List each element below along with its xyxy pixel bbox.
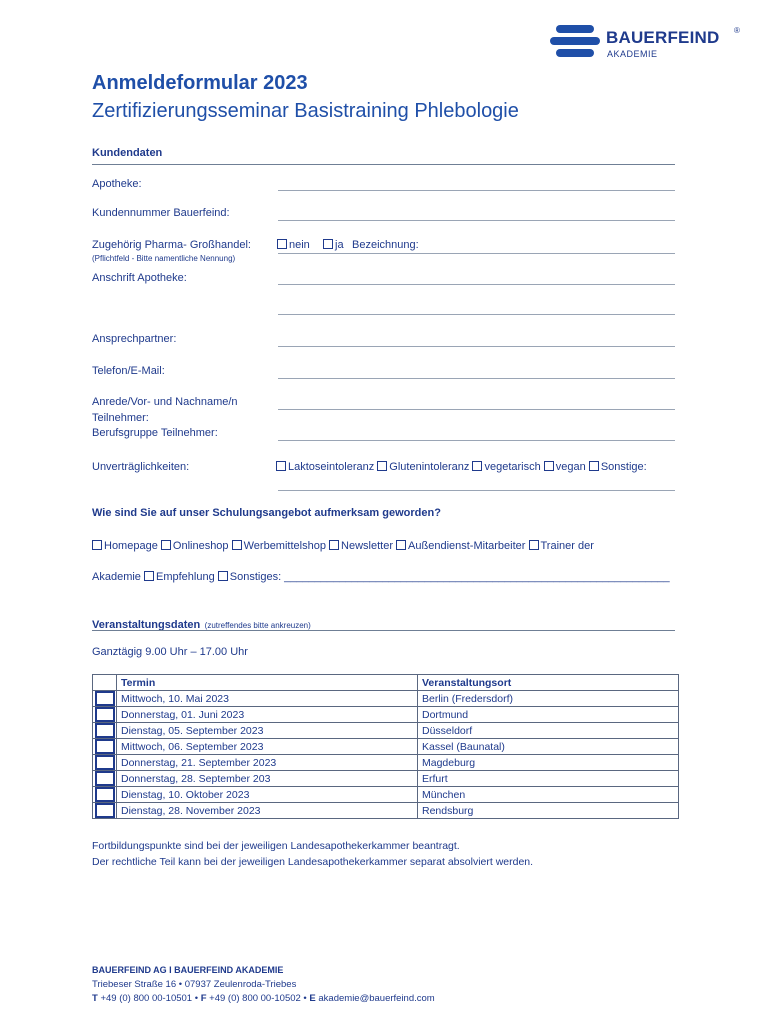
- empfehlung-label: Empfehlung: [155, 571, 215, 583]
- unvertraeglich-field[interactable]: [278, 490, 675, 491]
- apotheke-label: Apotheke:: [92, 178, 142, 190]
- bauerfeind-logo: [550, 24, 740, 64]
- option-newsletter[interactable]: [329, 540, 393, 552]
- pharma-ja-label: ja: [335, 239, 344, 251]
- anschrift-label: Anschrift Apotheke:: [92, 272, 187, 284]
- table-row: [93, 739, 679, 755]
- vegetarisch-checkbox[interactable]: [472, 461, 482, 471]
- row-place: Magdeburg: [418, 755, 679, 771]
- footer-t-label: T: [92, 993, 98, 1004]
- aussendienst-label: Außendienst-Mitarbeiter: [408, 540, 526, 552]
- anrede-label-line2: Teilnehmer:: [92, 412, 149, 424]
- veranstaltung-note: (zutreffendes bitte ankreuzen): [204, 621, 311, 630]
- row-select-cell[interactable]: [93, 739, 117, 755]
- pharma-ja-checkbox[interactable]: [323, 239, 333, 249]
- row-place: Berlin (Fredersdorf): [418, 691, 679, 707]
- row-date: Donnerstag, 01. Juni 2023: [117, 707, 418, 723]
- logo-sub: AKADEMIE: [607, 49, 658, 59]
- footer-email-link[interactable]: akademie@bauerfeind.com: [318, 993, 435, 1004]
- pharma-bezeichnung-label: Bezeichnung:: [352, 239, 419, 251]
- laktose-label: Laktoseintoleranz: [288, 461, 375, 473]
- footer-fax: +49 (0) 800 00-10502 •: [209, 993, 307, 1004]
- note-line2: Der rechtliche Teil kann bei der jeweiligen Landesapothekerkammer separat absolviert werden.: [92, 856, 534, 868]
- werbemittelshop-checkbox[interactable]: [232, 540, 242, 550]
- option-laktose[interactable]: [276, 461, 374, 473]
- veranstaltung-divider: [92, 630, 675, 631]
- anschrift-field-1[interactable]: [278, 284, 675, 285]
- homepage-label: Homepage: [104, 540, 158, 552]
- laktose-checkbox[interactable]: [276, 461, 286, 471]
- vegan-label: vegan: [555, 461, 586, 473]
- row-place: Rendsburg: [418, 803, 679, 819]
- newsletter-label: Newsletter: [341, 540, 393, 552]
- option-sonstiges[interactable]: [218, 571, 670, 583]
- row-date: Mittwoch, 10. Mai 2023: [117, 691, 418, 707]
- header-box-cell: [93, 675, 117, 691]
- row-date: Mittwoch, 06. September 2023: [117, 739, 418, 755]
- row-place: Erfurt: [418, 771, 679, 787]
- note-line1: Fortbildungspunkte sind bei der jeweiligen Landesapothekerkammer beantragt.: [92, 840, 460, 852]
- sonstiges-label: Sonstiges: _______________________________________________________________: [229, 571, 670, 583]
- row-date: Dienstag, 28. November 2023: [117, 803, 418, 819]
- row-checkbox[interactable]: [95, 787, 115, 802]
- row-place: München: [418, 787, 679, 803]
- sonstige-label: Sonstige:: [600, 461, 647, 473]
- page-subtitle: Zertifizierungsseminar Basistraining Phlebologie: [92, 100, 519, 122]
- unvertraeglich-label: Unverträglichkeiten:: [92, 461, 190, 473]
- option-vegan[interactable]: [544, 461, 586, 473]
- footer-phone: +49 (0) 800 00-10501 •: [100, 993, 199, 1004]
- onlineshop-checkbox[interactable]: [161, 540, 171, 550]
- row-checkbox[interactable]: [95, 723, 115, 738]
- row-select-cell[interactable]: [93, 723, 117, 739]
- pharma-nein-label: nein: [289, 239, 310, 251]
- gluten-label: Glutenintoleranz: [389, 461, 470, 473]
- row-checkbox[interactable]: [95, 803, 115, 818]
- footer-company: BAUERFEIND AG I BAUERFEIND AKADEMIE: [92, 965, 284, 975]
- trainer-checkbox[interactable]: [529, 540, 539, 550]
- row-date: Donnerstag, 28. September 203: [117, 771, 418, 787]
- option-werbemittelshop[interactable]: [232, 540, 326, 552]
- veranstaltung-time: Ganztägig 9.00 Uhr – 17.00 Uhr: [92, 646, 248, 658]
- werbemittelshop-label: Werbemittelshop: [243, 540, 326, 552]
- table-row: [93, 803, 679, 819]
- akademie-label: Akademie: [92, 571, 141, 583]
- row-place: Dortmund: [418, 707, 679, 723]
- unvertraeglich-options: [276, 461, 647, 473]
- row-checkbox[interactable]: [95, 755, 115, 770]
- telefon-field[interactable]: [278, 378, 675, 379]
- footer-address: Triebeser Straße 16 • 07937 Zeulenroda-Triebes: [92, 979, 297, 990]
- pharma-label: Zugehörig Pharma- Großhandel:: [92, 239, 251, 251]
- table-row: [93, 755, 679, 771]
- pharma-nein-option[interactable]: [277, 239, 310, 251]
- row-place: Kassel (Baunatal): [418, 739, 679, 755]
- row-select-cell[interactable]: [93, 755, 117, 771]
- option-empfehlung[interactable]: [144, 571, 215, 583]
- row-date: Dienstag, 10. Oktober 2023: [117, 787, 418, 803]
- footer-contact: [92, 993, 435, 1004]
- pharma-bezeichnung-field[interactable]: [278, 253, 675, 254]
- aufmerksam-line1: [92, 540, 594, 552]
- table-row: [93, 691, 679, 707]
- row-checkbox[interactable]: [95, 771, 115, 786]
- option-vegetarisch[interactable]: [472, 461, 540, 473]
- option-aussendienst[interactable]: [396, 540, 525, 552]
- row-select-cell[interactable]: [93, 771, 117, 787]
- row-checkbox[interactable]: [95, 691, 115, 706]
- row-date: Donnerstag, 21. September 2023: [117, 755, 418, 771]
- empfehlung-checkbox[interactable]: [144, 571, 154, 581]
- bauerfeind-logo-mark-icon: [550, 24, 602, 60]
- anrede-field[interactable]: [278, 409, 675, 410]
- pharma-nein-checkbox[interactable]: [277, 239, 287, 249]
- ansprechpartner-label: Ansprechpartner:: [92, 333, 177, 345]
- option-sonstige[interactable]: [589, 461, 647, 473]
- header-termin: Termin: [117, 675, 418, 691]
- gluten-checkbox[interactable]: [377, 461, 387, 471]
- option-homepage[interactable]: [92, 540, 158, 552]
- header-ort: Veranstaltungsort: [418, 675, 679, 691]
- row-select-cell[interactable]: [93, 803, 117, 819]
- event-table-header: [93, 675, 679, 691]
- berufsgruppe-field[interactable]: [278, 440, 675, 441]
- row-select-cell[interactable]: [93, 707, 117, 723]
- kundendaten-heading: Kundendaten: [92, 147, 163, 159]
- anschrift-field-2[interactable]: [278, 314, 675, 315]
- sonstiges-checkbox[interactable]: [218, 571, 228, 581]
- kundennummer-field[interactable]: [278, 220, 675, 221]
- aussendienst-checkbox[interactable]: [396, 540, 406, 550]
- aufmerksam-line2: [92, 571, 670, 583]
- footer-e-label: E: [309, 993, 316, 1004]
- table-row: [93, 723, 679, 739]
- page-title: Anmeldeformular 2023: [92, 72, 308, 94]
- sonstige-checkbox[interactable]: [589, 461, 599, 471]
- logo-brand: BAUERFEIND: [606, 28, 720, 47]
- pharma-note: (Pflichtfeld - Bitte namentliche Nennung): [92, 254, 236, 263]
- footer-f-label: F: [200, 993, 207, 1004]
- option-gluten[interactable]: [377, 461, 469, 473]
- vegan-checkbox[interactable]: [544, 461, 554, 471]
- row-select-cell[interactable]: [93, 787, 117, 803]
- row-select-cell[interactable]: [93, 691, 117, 707]
- logo-registered: ®: [734, 26, 740, 35]
- onlineshop-label: Onlineshop: [172, 540, 229, 552]
- anrede-label-line1: Anrede/Vor- und Nachname/n: [92, 396, 238, 408]
- row-date: Dienstag, 05. September 2023: [117, 723, 418, 739]
- telefon-label: Telefon/E-Mail:: [92, 365, 165, 377]
- berufsgruppe-label: Berufsgruppe Teilnehmer:: [92, 427, 218, 439]
- row-checkbox[interactable]: [95, 707, 115, 722]
- heading-divider: [92, 164, 675, 165]
- table-row: [93, 707, 679, 723]
- trainer-label: Trainer der: [540, 540, 594, 552]
- row-checkbox[interactable]: [95, 739, 115, 754]
- vegetarisch-label: vegetarisch: [484, 461, 541, 473]
- row-place: Düsseldorf: [418, 723, 679, 739]
- pharma-ja-option[interactable]: [323, 239, 344, 251]
- newsletter-checkbox[interactable]: [329, 540, 339, 550]
- option-trainer[interactable]: [529, 540, 594, 552]
- kundennummer-label: Kundennummer Bauerfeind:: [92, 207, 230, 219]
- veranstaltung-heading: Veranstaltungsdaten: [92, 619, 201, 631]
- table-row: [93, 787, 679, 803]
- homepage-checkbox[interactable]: [92, 540, 102, 550]
- table-row: [93, 771, 679, 787]
- aufmerksam-question: Wie sind Sie auf unser Schulungsangebot aufmerksam geworden?: [92, 507, 441, 519]
- option-onlineshop[interactable]: [161, 540, 229, 552]
- ansprechpartner-field[interactable]: [278, 346, 675, 347]
- apotheke-field[interactable]: [278, 190, 675, 191]
- event-table: [92, 674, 679, 819]
